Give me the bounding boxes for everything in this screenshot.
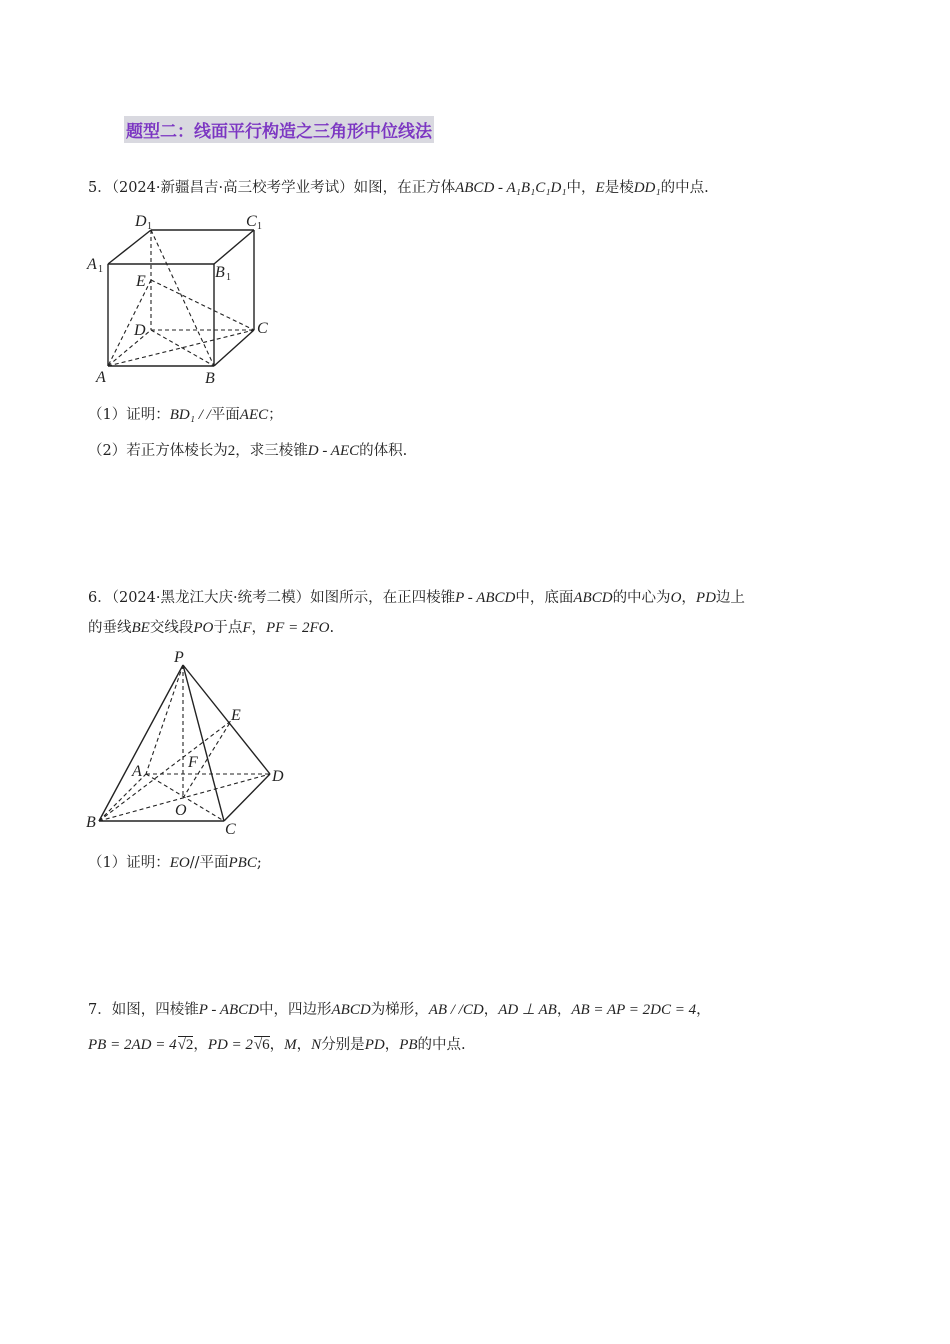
number: 2 xyxy=(227,443,236,459)
label-d: D xyxy=(134,322,146,339)
text: （1）证明： xyxy=(88,855,170,871)
text: （2）若正方体棱长为 xyxy=(88,443,228,459)
text: ， xyxy=(384,1037,400,1053)
problem-number: 7． xyxy=(88,1002,112,1018)
sqrt: √2 xyxy=(177,1037,194,1053)
label-a: A xyxy=(132,763,142,780)
section-title: 题型二：线面平行构造之三角形中位线法 xyxy=(124,116,434,143)
text: //平面 xyxy=(189,855,229,871)
label-c1-sub: 1 xyxy=(257,221,262,232)
expression: PD xyxy=(695,590,716,606)
text: 的垂线 xyxy=(88,620,132,636)
label-c1: C xyxy=(246,213,257,230)
problem-7-statement-line-2 xyxy=(88,1034,466,1056)
label-e: E xyxy=(231,707,241,724)
text: 中， xyxy=(566,180,596,196)
sqrt: √6 xyxy=(253,1037,270,1053)
expression: N xyxy=(311,1037,322,1053)
label-c: C xyxy=(225,821,236,838)
label-d1: D xyxy=(135,213,147,230)
expression: PD = 2 xyxy=(207,1037,253,1053)
text: ， xyxy=(296,1037,312,1053)
text: 交线段 xyxy=(149,620,194,636)
text: 分别是 xyxy=(321,1037,365,1053)
label-c: C xyxy=(257,320,268,337)
expression: AB = AP = 2DC = 4 xyxy=(571,1002,697,1018)
problem-number: 6． xyxy=(88,590,112,606)
label-a1: A xyxy=(87,256,97,273)
text: 的中心为 xyxy=(612,590,671,606)
problem-5-statement xyxy=(88,177,709,199)
expression: AB / /CD xyxy=(428,1002,484,1018)
problem-6-part-1 xyxy=(88,852,262,874)
problem-source: （2024·黑龙江大庆·统考二模）如图所示，在正四棱锥 xyxy=(111,590,456,606)
text: 的中点. xyxy=(660,180,709,196)
cube-figure xyxy=(84,205,284,390)
expression: AEC xyxy=(239,407,269,423)
label-o: O xyxy=(175,802,187,819)
expression: AD ⊥ AB xyxy=(498,1002,557,1018)
text: 是棱 xyxy=(604,180,634,196)
pyramid-figure xyxy=(84,643,289,843)
expression: O xyxy=(670,590,682,606)
radicand: 2 xyxy=(185,1037,194,1053)
text: . xyxy=(329,620,335,636)
text: ; xyxy=(256,855,262,871)
text: ， xyxy=(251,620,266,636)
label-b1-sub: 1 xyxy=(226,272,231,283)
label-a: A xyxy=(96,369,106,386)
label-e: E xyxy=(136,273,146,290)
text: 为梯形， xyxy=(370,1002,429,1018)
expression: PB = 2AD = 4 xyxy=(88,1037,177,1053)
problem-source: （2024·新疆昌吉·高三校考学业考试）如图，在正方体 xyxy=(111,180,456,196)
text: ，求三棱锥 xyxy=(235,443,308,459)
text: （1）证明： xyxy=(88,407,170,423)
text: 边上 xyxy=(715,590,745,606)
expression: P - ABCD xyxy=(455,590,516,606)
text: 如图，四棱锥 xyxy=(111,1002,199,1018)
label-d: D xyxy=(272,768,284,785)
label-p: P xyxy=(174,649,184,666)
expression: PD xyxy=(364,1037,385,1053)
text: 中，底面 xyxy=(515,590,574,606)
text: 平面 xyxy=(210,407,240,423)
problem-6-statement-line-2 xyxy=(88,617,334,639)
label-b: B xyxy=(86,814,96,831)
expression: EO xyxy=(169,855,190,871)
text: 的体积. xyxy=(359,443,408,459)
expression: PO xyxy=(193,620,214,636)
edge-dd1: DD₁ xyxy=(633,180,661,196)
cube-name: ABCD - A₁B₁C₁D₁ xyxy=(455,180,567,196)
label-f: F xyxy=(188,754,198,771)
text: ， xyxy=(269,1037,285,1053)
label-b1: B xyxy=(215,264,225,281)
label-a1-sub: 1 xyxy=(98,264,103,275)
expression: PBC xyxy=(228,855,257,871)
expression: ABCD xyxy=(573,590,613,606)
text: 中，四边形 xyxy=(259,1002,332,1018)
expression: F xyxy=(242,620,252,636)
text: 的中点. xyxy=(417,1037,466,1053)
text: ， xyxy=(696,1002,711,1018)
expression: P - ABCD xyxy=(198,1002,260,1018)
radicand: 6 xyxy=(262,1037,270,1053)
text: ， xyxy=(193,1037,208,1053)
expression: BE xyxy=(131,620,150,636)
expression: PB xyxy=(399,1037,418,1053)
problem-7-statement-line-1 xyxy=(88,999,711,1021)
expression: BD₁ / / xyxy=(169,407,211,423)
text: ， xyxy=(681,590,696,606)
problem-5-part-2 xyxy=(88,440,407,462)
expression: ABCD xyxy=(331,1002,371,1018)
label-d1-sub: 1 xyxy=(147,221,152,232)
text: ， xyxy=(483,1002,499,1018)
point-e: E xyxy=(595,180,605,196)
problem-number: 5． xyxy=(88,180,112,196)
expression: D - AEC xyxy=(307,443,360,459)
problem-6-statement-line-1 xyxy=(88,587,745,609)
text: ； xyxy=(268,407,283,423)
text: 于点 xyxy=(213,620,243,636)
text: ， xyxy=(556,1002,572,1018)
expression: M xyxy=(284,1037,297,1053)
label-b: B xyxy=(205,370,215,387)
problem-5-part-1 xyxy=(88,404,283,426)
expression: PF = 2FO xyxy=(266,620,330,636)
